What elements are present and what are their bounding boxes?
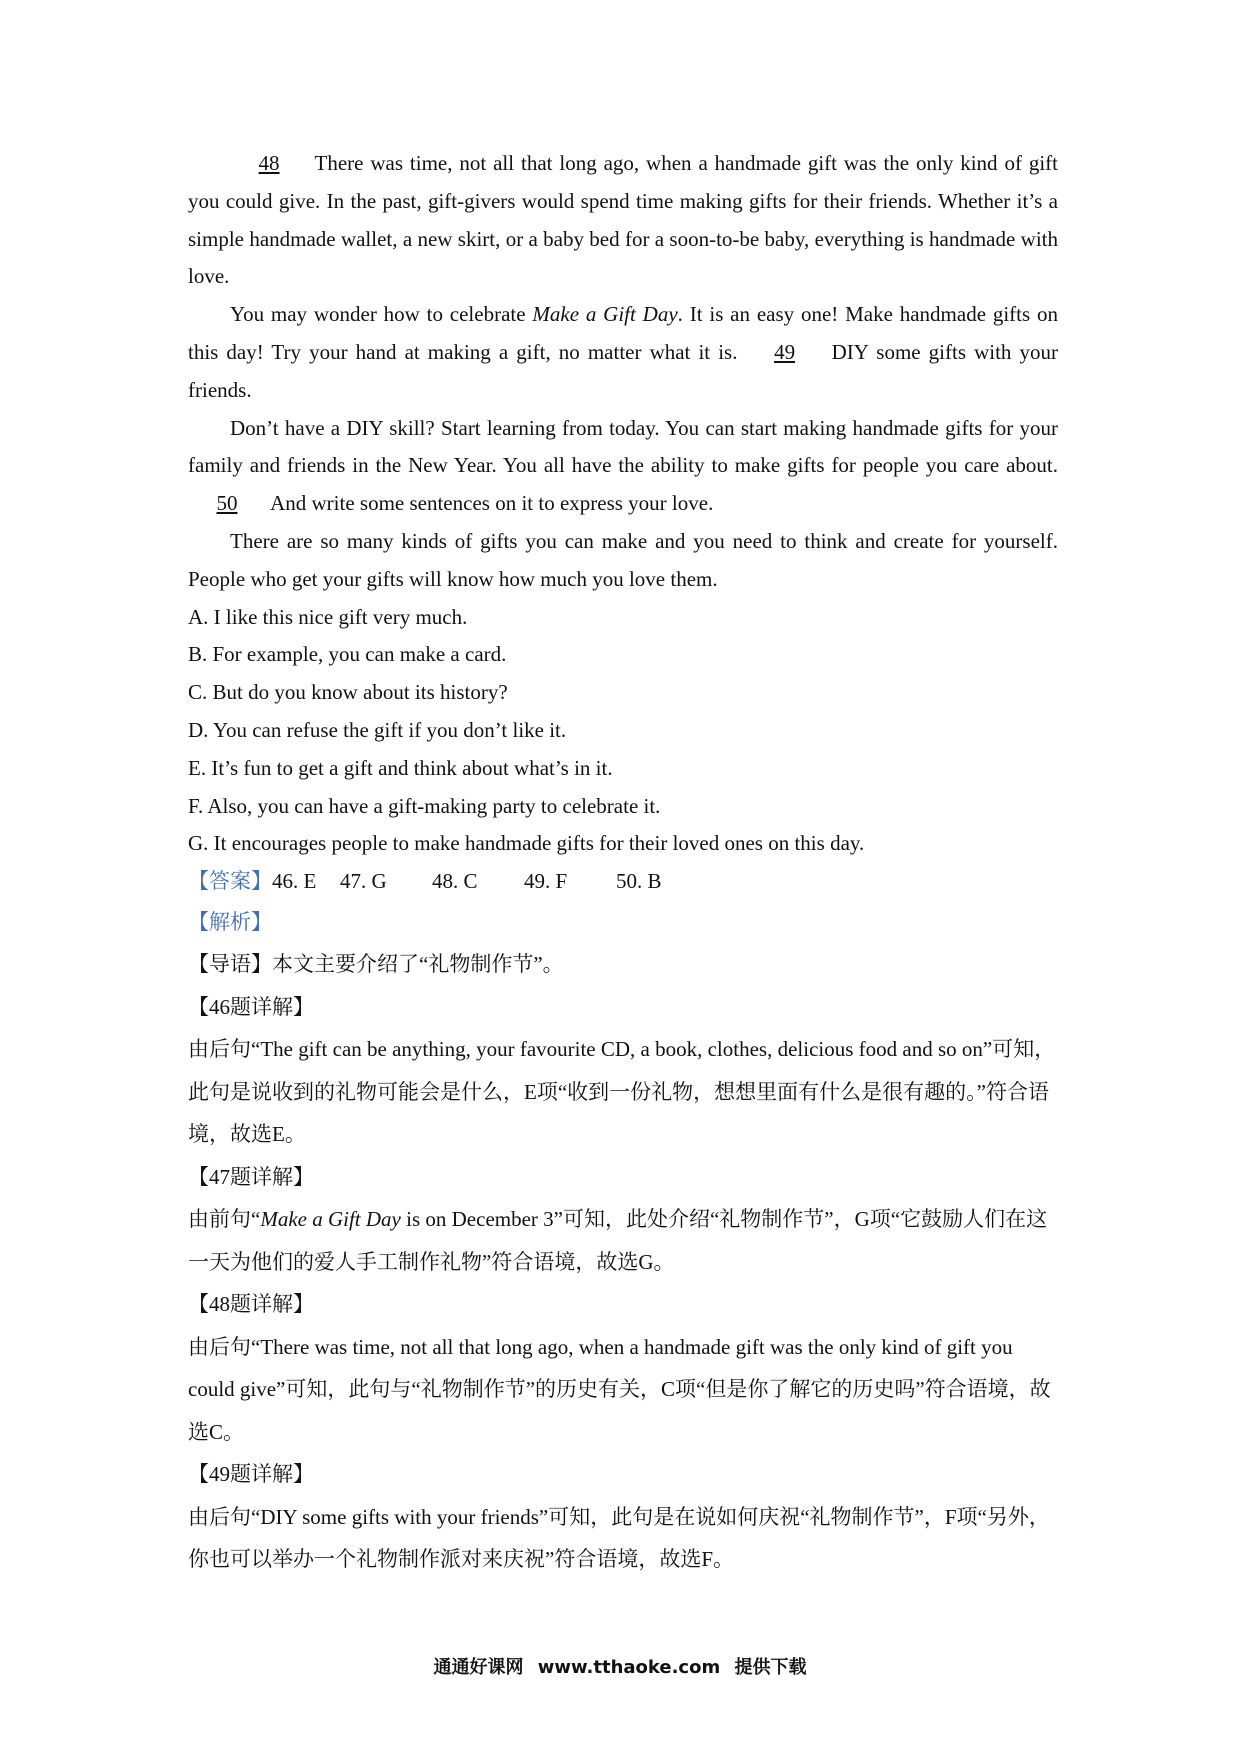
detail-48-heading: 【48题详解】 <box>188 1292 314 1317</box>
footer-note: 提供下载 <box>734 1657 807 1678</box>
blank-50: 50 <box>216 491 238 516</box>
paragraph-3-text-a: Don’t have a DIY skill? Start learning from today. You can start making handmade gifts for your family and friends in the New Year. You all have the ability to make gifts for people you care about. <box>188 415 1058 478</box>
passage-paragraph-3 <box>188 410 1058 523</box>
footer-site-name: 通通好课网 <box>433 1657 524 1678</box>
document-page <box>188 145 1058 1581</box>
answer-48: 48. C <box>432 869 478 894</box>
options-list <box>188 599 1058 864</box>
answer-49: 49. F <box>524 869 568 894</box>
guide-text: 【导语】本文主要介绍了“礼物制作节”。 <box>188 952 564 977</box>
option-a: A. I like this nice gift very much. <box>188 604 468 629</box>
footer-url[interactable]: www.tthaoke.com <box>537 1657 721 1678</box>
answer-46: 46. E <box>272 869 317 894</box>
option-f: F. Also, you can have a gift-making party to celebrate it. <box>188 793 661 818</box>
option-c: C. But do you know about its history? <box>188 680 508 705</box>
page-footer <box>0 1653 1240 1679</box>
blank-49: 49 <box>774 339 796 364</box>
detail-47-italic: Make a Gift Day <box>260 1207 401 1232</box>
detail-46-text: 由后句“The gift can be anything, your favourite CD, a book, clothes, delicious food and so on”可知，此句是说收到的礼物可能会是什么，E项“收到一份礼物，想想里面有什么是很有趣的。”符合语境，故选E。 <box>188 1037 1056 1147</box>
blank-48: 48 <box>258 151 280 175</box>
detail-49-heading: 【49题详解】 <box>188 1462 314 1487</box>
detail-46-heading: 【46题详解】 <box>188 994 314 1019</box>
option-d: D. You can refuse the gift if you don’t like it. <box>188 717 567 742</box>
detail-48-text: 由后句“There was time, not all that long ago, when a handmade gift was the only kind of gift you could give”可知，此句与“礼物制作节”的历史有关，C项“但是你了解它的历史吗”符合语境，故选C。 <box>188 1334 1051 1444</box>
paragraph-2-text-a: You may wonder how to celebrate <box>230 302 533 327</box>
paragraph-3-text-b: And write some sentences on it to express your love. <box>266 491 714 516</box>
detail-49-text: 由后句“DIY some gifts with your friends”可知，此句是在说如何庆祝“礼物制作节”，F项“另外，你也可以举办一个礼物制作派对来庆祝”符合语境，故选F。 <box>188 1504 1050 1572</box>
option-e: E. It’s fun to get a gift and think about what’s in it. <box>188 755 613 780</box>
answer-47: 47. G <box>340 869 387 894</box>
answer-50: 50. B <box>616 869 662 894</box>
option-b: B. For example, you can make a card. <box>188 642 507 667</box>
paragraph-2-text-c: DIY some gifts with your friends. <box>188 339 1058 402</box>
passage-paragraph-4: There are so many kinds of gifts you can make and you need to think and create for yourself. People who get your gifts will know how much you love them. <box>188 528 1058 591</box>
answer-label: 【答案】 <box>188 869 272 894</box>
detail-47-pre: 由前句“ <box>188 1207 261 1232</box>
option-g: G. It encourages people to make handmade gifts for their loved ones on this day. <box>188 831 865 856</box>
detail-47-text <box>188 1198 1058 1283</box>
make-a-gift-day-title: Make a Gift Day <box>532 302 678 327</box>
passage-paragraph-2 <box>188 296 1058 409</box>
detail-47-rest: is on December 3”可知，此处介绍“礼物制作节”，G项“它鼓励人们在这一天为他们的爱人手工制作礼物”符合语境，故选G。 <box>188 1207 1048 1274</box>
answer-line <box>188 863 1058 901</box>
analysis-label: 【解析】 <box>188 909 272 934</box>
detail-47-heading: 【47题详解】 <box>188 1164 314 1189</box>
paragraph-2-text-b: . It is an easy one! Make handmade gifts on this day! Try your hand at making a gift, no matter what it is. <box>188 302 1058 364</box>
passage-paragraph-1 <box>188 145 1058 296</box>
paragraph-1-text: There was time, not all that long ago, when a handmade gift was the only kind of gift you could give. In the past, gift-givers would spend time making gifts for their friends. Whether it’s a simple handmade wallet, a new skirt, or a baby bed for a soon-to-be baby, everything is handmade with love. <box>188 151 1058 289</box>
